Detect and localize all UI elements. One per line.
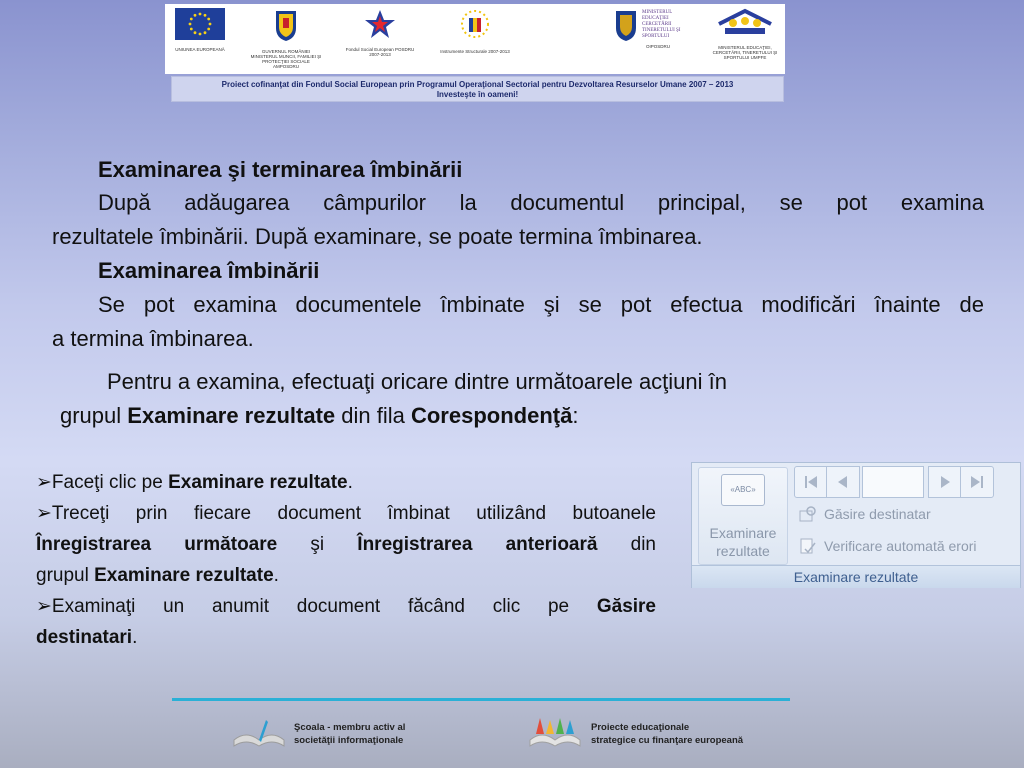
ministerul-logo (613, 8, 703, 49)
ministerul-title: MINISTERUL EDUCAŢIEI CERCETĂRII TINERETULUI ŞI SPORTULUI (642, 10, 681, 39)
fse-logo (345, 8, 415, 57)
footer-left-line-2: societăţii informaţionale (294, 735, 404, 746)
project-banner (171, 76, 784, 102)
auto-check-errors-label: Verificare automată erori (824, 538, 977, 554)
paragraph-2-line-2: a termina îmbinarea. (52, 326, 254, 351)
ribbon-preview-group (691, 462, 1021, 588)
instrumente-logo (440, 8, 510, 54)
bullet-arrow-icon: ➢ (36, 596, 52, 617)
bullet-2-line-1: ➢Treceţi prin fiecare document îmbinat utilizând butoanele (36, 503, 656, 524)
ribbon-group-label: Examinare rezultate (692, 565, 1020, 588)
banner-line-2: Investeşte în oameni! (436, 90, 519, 99)
previous-record-icon (827, 467, 859, 497)
group-name: Examinare rezultate (127, 403, 336, 428)
footer-right-line-1: Proiecte educaţionale (591, 722, 690, 733)
find-recipient-label: Găsire destinatar (824, 506, 931, 522)
bullet-1: ➢Faceţi clic pe Examinare rezultate. (36, 472, 353, 493)
instrumente-icon (457, 8, 493, 42)
umpfe-logo (710, 8, 780, 60)
eu-flag-icon (175, 8, 225, 40)
logo-strip (165, 4, 785, 74)
last-record-button[interactable] (960, 466, 994, 498)
bullet-2-line-2: Înregistrarea următoare şi Înregistrarea anterioară din (36, 534, 656, 555)
tab-name: Corespondenţă (410, 403, 573, 428)
first-record-button[interactable] (794, 466, 828, 498)
colorful-book-icon (526, 714, 584, 750)
romania-logo (250, 8, 322, 69)
paragraph-3-line-2: grupul Examinare rezultate din fila Corespondenţă: (60, 403, 579, 428)
paragraph-1-line-1: După adăugarea câmpurilor la documentul principal, se pot examina (98, 190, 984, 215)
find-recipient-button[interactable] (798, 503, 931, 525)
footer-left-line-1: Şcoala - membru activ al (294, 722, 406, 733)
bullet-arrow-icon: ➢ (36, 503, 52, 524)
bullet-2-line-3: grupul Examinare rezultate. (36, 565, 279, 586)
record-number-input[interactable] (862, 466, 924, 498)
umpfe-house-icon (715, 8, 775, 38)
bullet-arrow-icon: ➢ (36, 472, 52, 493)
bullet-3-line-2: destinatari. (36, 627, 138, 648)
preview-results-line-2: rezultate (716, 543, 770, 559)
footer-right-line-2: strategice cu finanţare europeană (591, 735, 744, 746)
heading-examine-finish: Examinarea şi terminarea îmbinării (98, 157, 463, 182)
bullet-3-line-1: ➢Examinaţi un anumit document făcând clic pe Găsire (36, 596, 656, 617)
ministerul-caption: OIPOSDRU (645, 44, 670, 49)
eu-flag-logo (170, 8, 230, 52)
last-record-icon (961, 467, 993, 497)
umpfe-caption: MINISTERUL EDUCAŢIEI, CERCETĂRII, TINERETULUI ŞI SPORTULUI UMPFE (712, 45, 778, 60)
ministerul-coat-icon (613, 8, 639, 42)
abc-preview-icon: «ABC» (721, 474, 765, 506)
eu-caption: UNIUNEA EUROPEANĂ (175, 47, 225, 52)
romania-caption: GUVERNUL ROMÂNIEI MINISTERUL MUNCII, FAMILIEI ŞI PROTECŢIEI SOCIALE AMPOSDRU (250, 49, 322, 69)
preview-results-button[interactable] (698, 467, 788, 565)
paragraph-1-line-2: rezultatele îmbinării. După examinare, se poate termina îmbinarea. (52, 224, 703, 249)
find-recipient-icon (798, 505, 818, 523)
preview-results-line-1: Examinare (709, 525, 777, 541)
next-record-icon (929, 467, 961, 497)
paragraph-2-line-1: Se pot examina documentele îmbinate şi se pot efectua modificări înainte de (98, 292, 984, 317)
instrumente-caption: Instrumente Structurale 2007-2013 (440, 49, 510, 54)
auto-check-errors-icon (798, 537, 818, 555)
paragraph-3-line-1: Pentru a examina, efectuaţi oricare dintre următoarele acţiuni în (107, 369, 727, 394)
heading-examine: Examinarea îmbinării (98, 258, 320, 283)
romania-coat-icon (273, 8, 299, 42)
fse-star-icon (362, 8, 398, 40)
footer-divider (172, 698, 790, 701)
banner-line-1: Proiect cofinanţat din Fondul Social European prin Programul Operaţional Sectorial pentru Dezvoltarea Resurselor Umane 2007 – 2013 (221, 80, 734, 89)
previous-record-button[interactable] (826, 466, 860, 498)
auto-check-errors-button[interactable] (798, 535, 977, 557)
next-record-button[interactable] (928, 466, 962, 498)
open-book-icon (230, 716, 288, 750)
fse-caption: Fondul Social European POSDRU 2007-2013 (345, 47, 415, 57)
first-record-icon (795, 467, 827, 497)
